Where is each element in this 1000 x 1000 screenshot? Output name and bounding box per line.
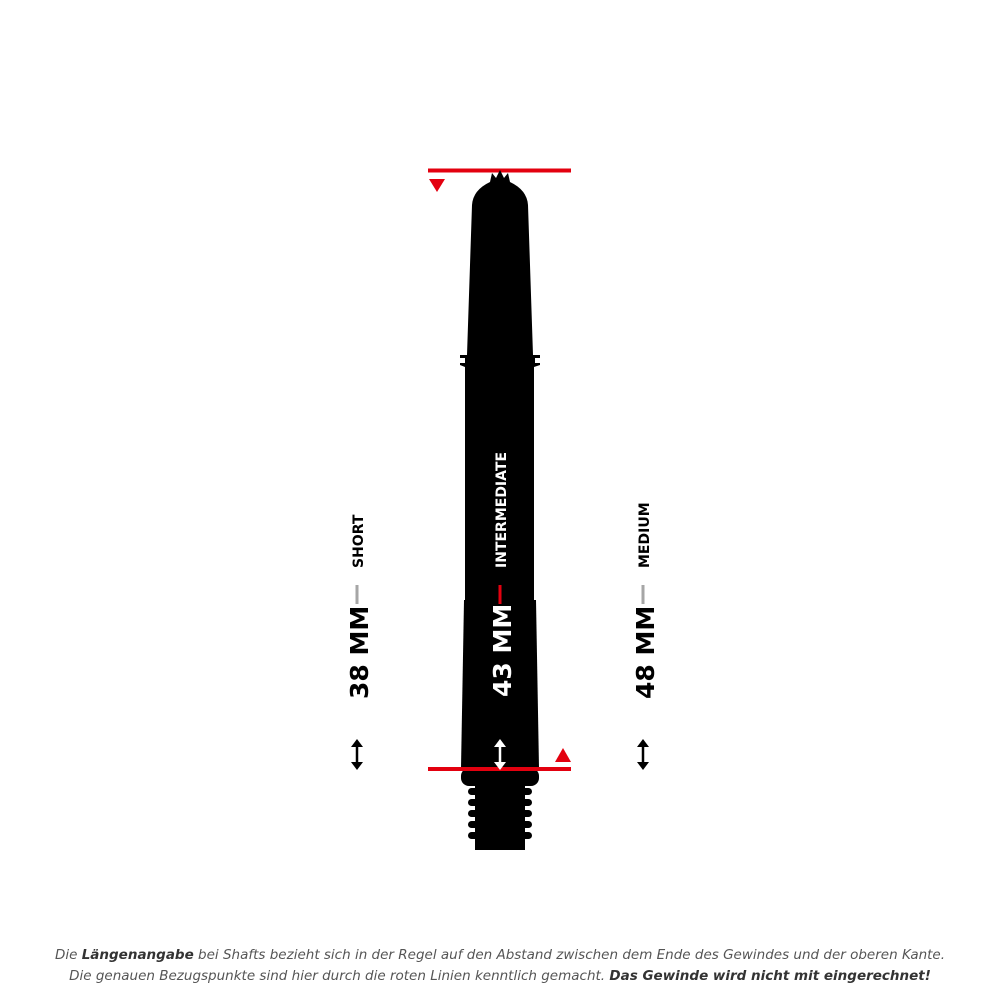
short-label: SHORT <box>351 514 367 568</box>
short-column <box>345 514 374 770</box>
footnote-line-2-emphasis: Das Gewinde wird nicht mit eingerechnet! <box>609 968 931 984</box>
medium-column <box>631 502 660 770</box>
top-triangle-marker-icon <box>429 179 445 192</box>
shaft-thread <box>468 782 532 850</box>
bottom-triangle-marker-icon <box>555 748 571 762</box>
short-double-arrow-icon <box>351 739 363 770</box>
short-length: 38 MM <box>345 605 374 699</box>
footnote-line-2: Die genauen Bezugspunkte sind hier durch die roten Linien kenntlich gemacht. Das Gewinde wird nicht mit eingerechnet! <box>69 968 931 984</box>
medium-length: 48 MM <box>631 605 660 699</box>
footnote-line-1-emphasis: Längenangabe <box>81 947 194 963</box>
footnote <box>0 945 1000 987</box>
intermediate-length: 43 MM <box>488 603 517 697</box>
intermediate-label: INTERMEDIATE <box>494 451 510 568</box>
medium-double-arrow-icon <box>637 739 649 770</box>
medium-label: MEDIUM <box>637 502 653 568</box>
footnote-line-1: Die Längenangabe bei Shafts bezieht sich in der Regel auf den Abstand zwischen dem Ende des Gewindes und der oberen Kante. <box>54 947 946 963</box>
